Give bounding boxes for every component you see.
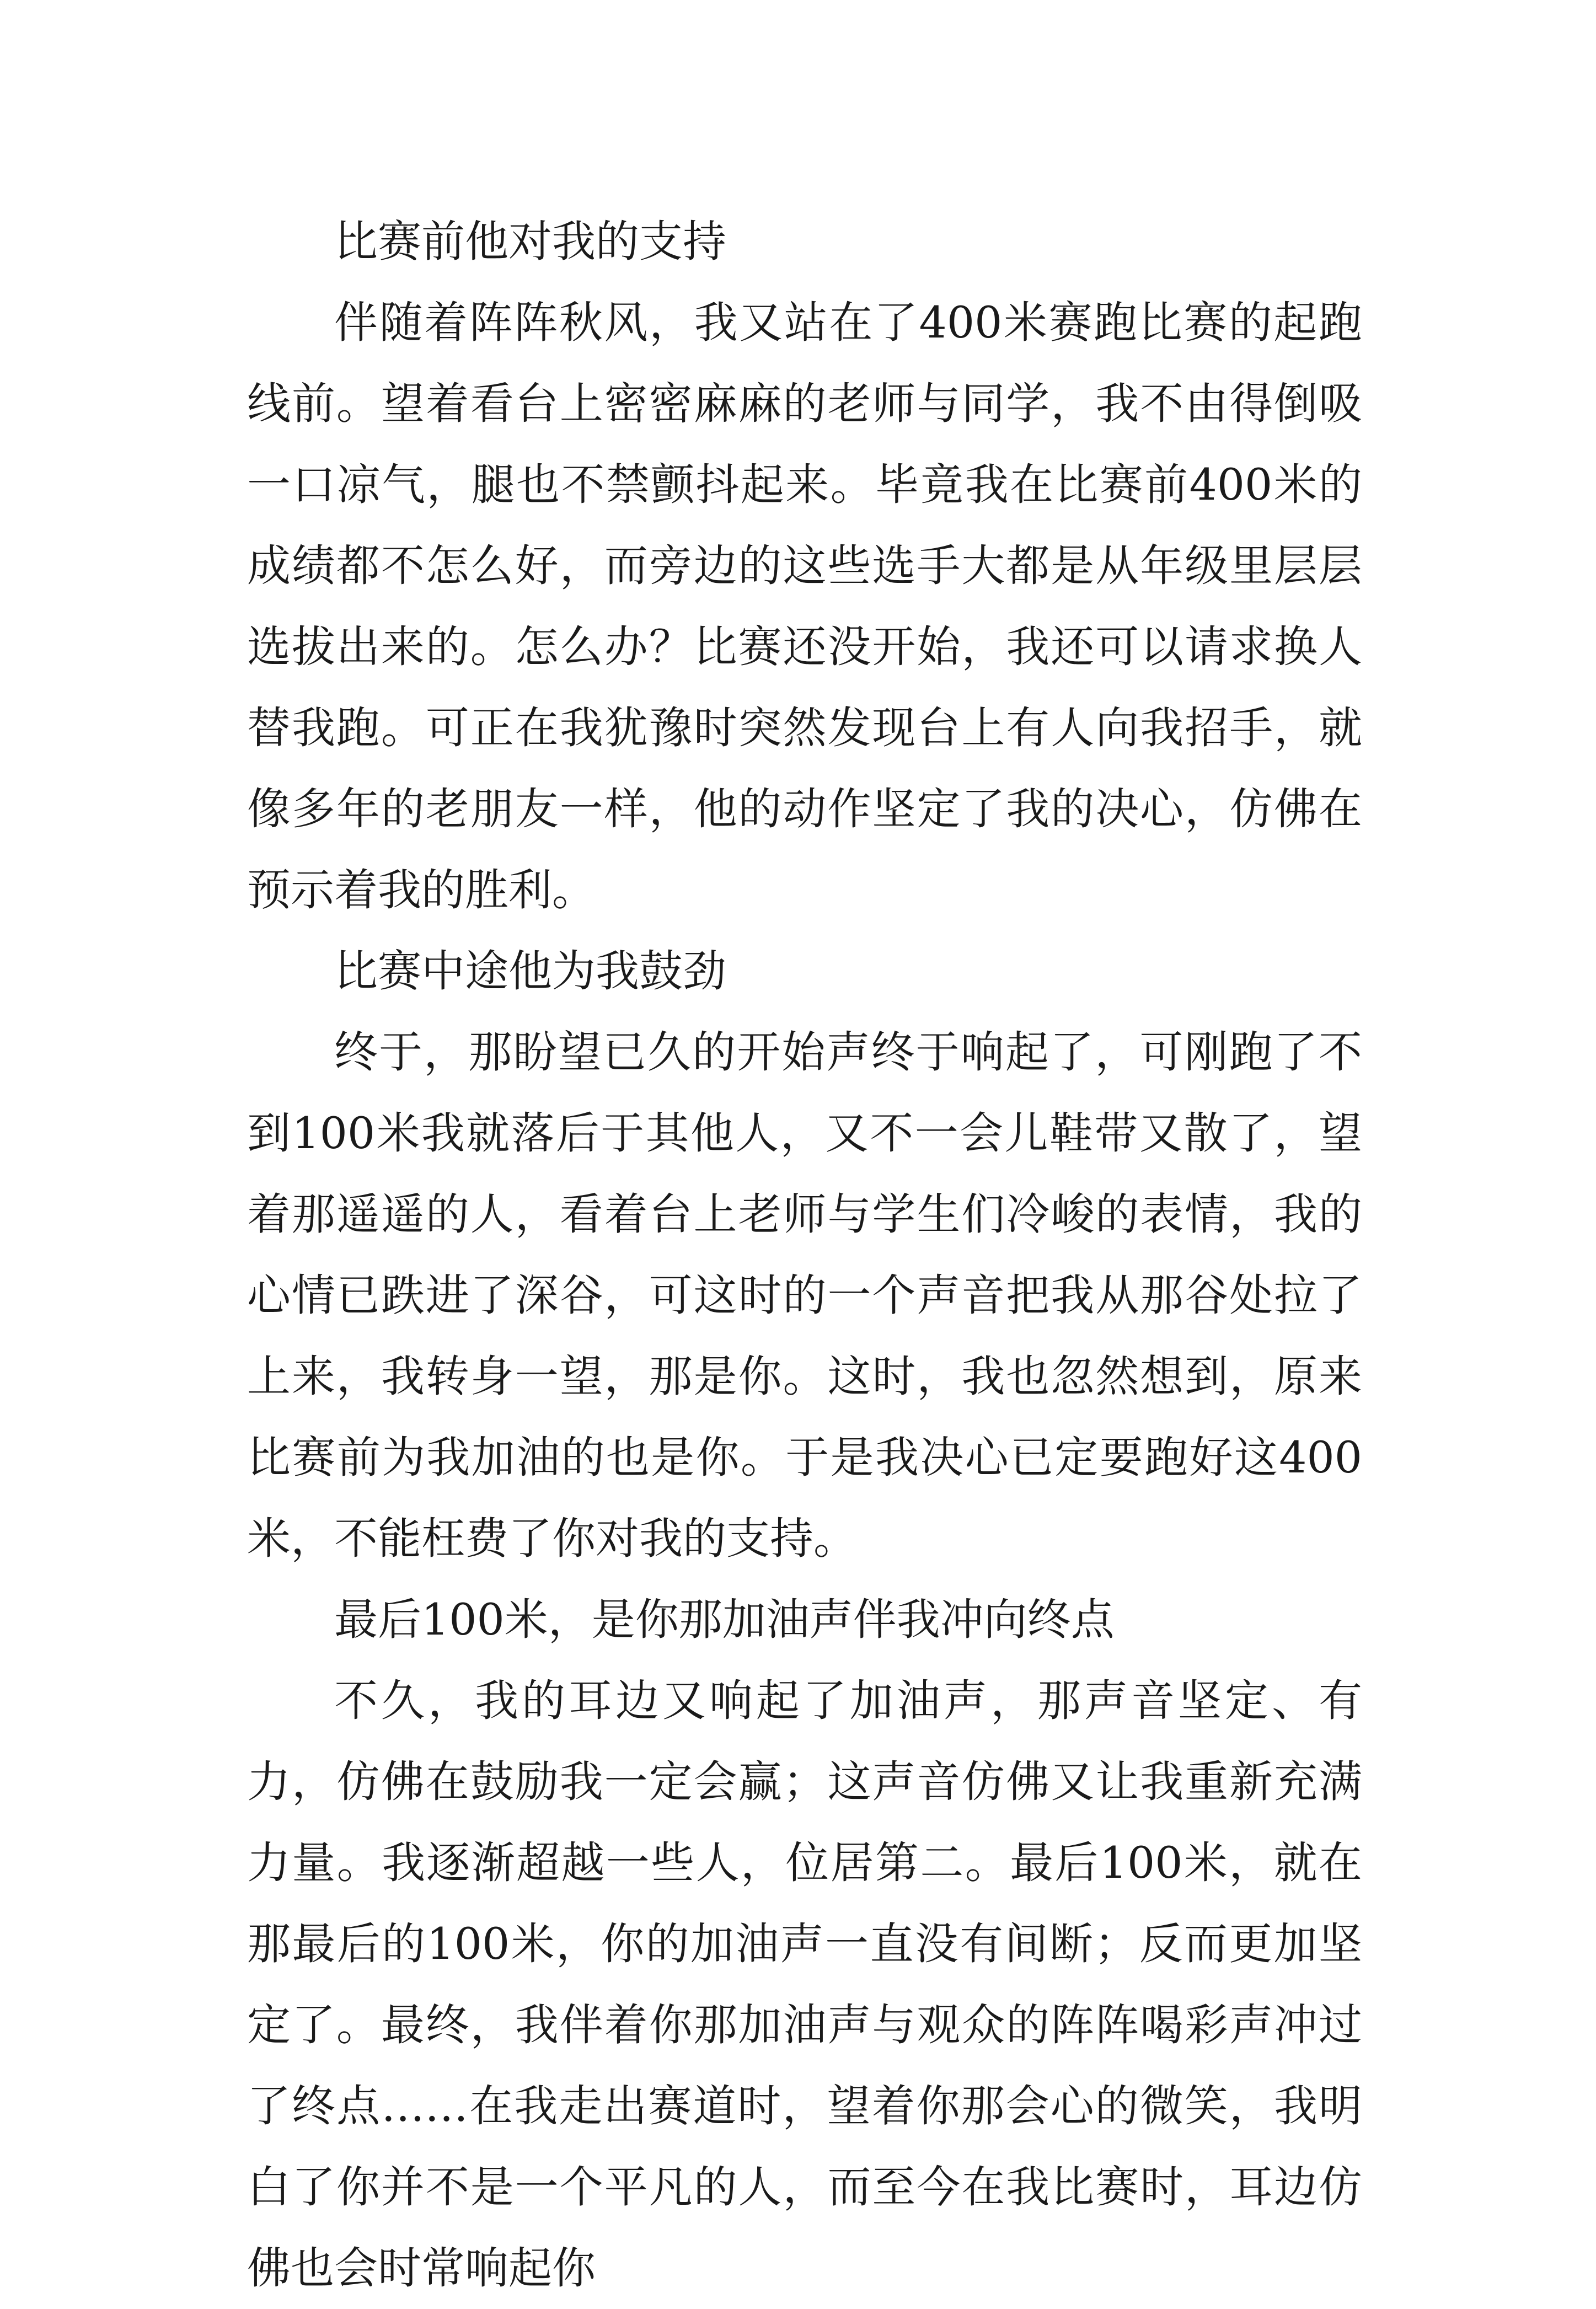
section-heading-before-race: 比赛前他对我的支持 (334, 216, 726, 267)
section-paragraph-mid-race: 终于，那盼望已久的开始声终于响起了，可刚跑了不到100米我就落后于其他人，又不一会儿鞋带又散了，望着那遥遥的人，看着台上老师与学生们冷峻的表情，我的心情已跌进了深谷，可这时的一个声音把我从那谷处拉了上来，我转身一望，那是你。这时，我也忽然想到，原来比赛前为我加油的也是你。于是我决心已定要跑好这400米，不能枉费了你对我的支持。 (247, 1027, 1362, 1564)
section-heading-final-100m: 最后100米，是你那加油声伴我冲向终点 (334, 1594, 1115, 1645)
document-body (247, 201, 1362, 2309)
section-paragraph-before-race: 伴随着阵阵秋风，我又站在了400米赛跑比赛的起跑线前。望着看台上密密麻麻的老师与同学，我不由得倒吸一口凉气，腿也不禁颤抖起来。毕竟我在比赛前400米的成绩都不怎么好，而旁边的这些选手大都是从年级里层层选拔出来的。怎么办？比赛还没开始，我还可以请求换人替我跑。可正在我犹豫时突然发现台上有人向我招手，就像多年的老朋友一样，他的动作坚定了我的决心，仿佛在预示着我的胜利。 (247, 297, 1362, 915)
section-heading-mid-race: 比赛中途他为我鼓劲 (334, 946, 726, 997)
section-paragraph-final-100m: 不久，我的耳边又响起了加油声，那声音坚定、有力，仿佛在鼓励我一定会赢；这声音仿佛又让我重新充满力量。我逐渐超越一些人，位居第二。最后100米，就在那最后的100米，你的加油声一直没有间断；反而更加坚定了。最终，我伴着你那加油声与观众的阵阵喝彩声冲过了终点……在我走出赛道时，望着你那会心的微笑，我明白了你并不是一个平凡的人，而至今在我比赛时，耳边仿佛也会时常响起你 (247, 1675, 1362, 2294)
